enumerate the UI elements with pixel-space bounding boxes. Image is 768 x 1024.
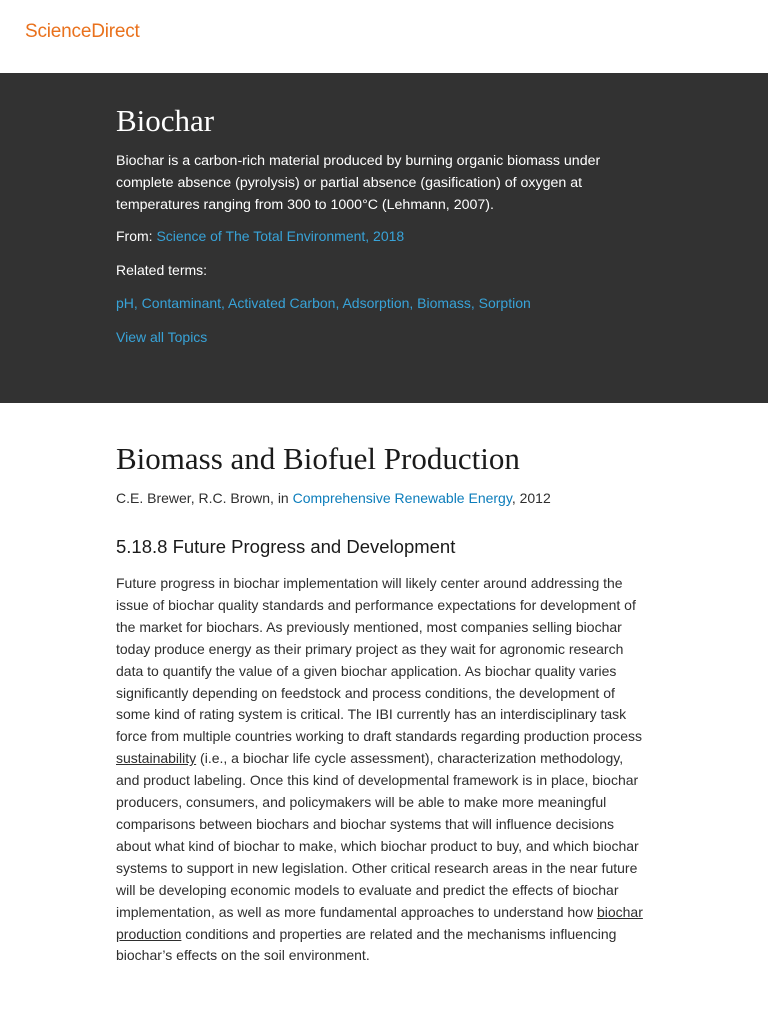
publication-year: , 2012 (511, 490, 551, 506)
topic-definition: Biochar is a carbon-rich material produced by burning organic biomass under complete absence (pyrolysis) or partial absence (gasification) of oxygen at temperatures ranging from 300 to 1000°C (Lehmann, 2007). (116, 153, 601, 213)
body-text-part-1: Future progress in biochar implementation will likely center around addressing the issue of biochar quality standards and performance expectations for development of the market for biochars. As previously mentioned, most companies selling biochar today produce energy as their primary project as they wait for agronomic research data to quantify the value of a given biochar application. As biochar quality varies significantly depending on feedstock and process conditions, the development of some kind of rating system is critical. The IBI currently has an interdisciplinary task force from multiple countries working to draft standards regarding production process (116, 575, 643, 745)
byline (116, 490, 551, 506)
related-terms-list (116, 295, 531, 311)
related-terms-label: Related terms: (116, 262, 208, 278)
sustainability-link[interactable]: sustainability (116, 750, 197, 767)
from-line (116, 228, 404, 244)
biochar-production-link[interactable]: biochar production (116, 903, 643, 942)
book-title-link[interactable]: Comprehensive Renewable Energy (292, 490, 512, 506)
authors: C.E. Brewer, R.C. Brown, in (116, 490, 293, 506)
view-all-topics-link[interactable]: View all Topics (116, 329, 208, 345)
body-text-part-3: conditions and properties are related and the mechanisms influencing biochar’s effects on the soil environment. (116, 925, 617, 964)
sciencedirect-logo[interactable]: ScienceDirect (25, 21, 140, 42)
topic-panel (0, 73, 768, 403)
topic-title: Biochar (116, 103, 215, 138)
chapter-title: Biomass and Biofuel Production (116, 441, 520, 476)
section-heading: 5.18.8 Future Progress and Development (116, 536, 456, 557)
body-text-part-2: (i.e., a biochar life cycle assessment), characterization methodology, and product labeling. Once this kind of developmental framework is in place, biochar producers, consumers, and policymakers will be able to make more meaningful comparisons between biochars and biochar systems that will influence decisions about what kind of biochar to make, which biochar product to buy, and which biochar systems to support in new legislation. Other critical research areas in the near future will be developing economic models to evaluate and predict the effects of biochar implementation, as well as more fundamental approaches to understand how (116, 750, 639, 920)
section-body (116, 573, 646, 967)
view-all-topics (116, 329, 207, 345)
from-source-link[interactable]: Science of The Total Environment, 2018 (156, 228, 405, 244)
article (0, 403, 768, 1024)
related-terms-links[interactable]: pH, Contaminant, Activated Carbon, Adsorption, Biomass, Sorption (116, 295, 531, 311)
site-header (0, 0, 768, 73)
from-label: From: (116, 228, 157, 244)
